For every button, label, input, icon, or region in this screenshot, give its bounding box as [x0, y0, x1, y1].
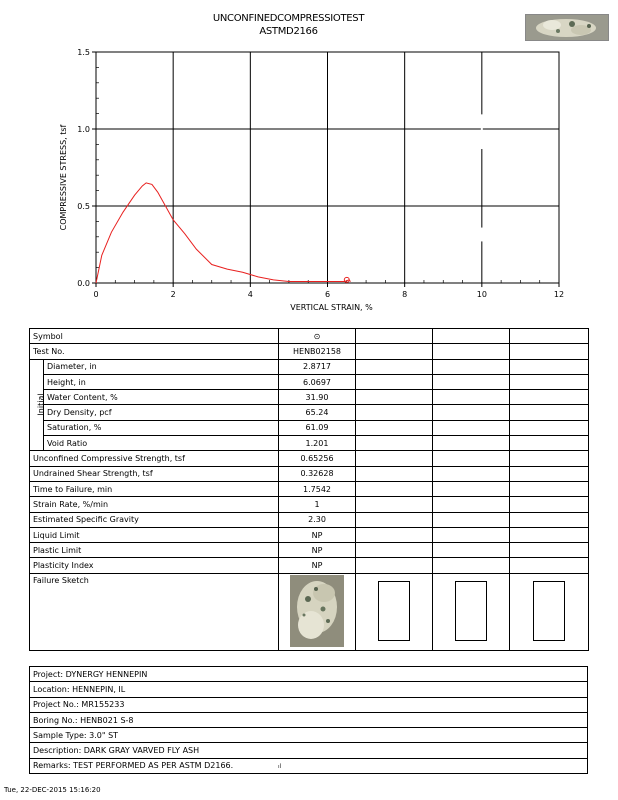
print-timestamp: Tue, 22-DEC-2015 15:16:20: [4, 786, 101, 794]
empty-cell: [433, 451, 510, 466]
x-tick-label: 10: [476, 290, 487, 299]
empty-cell: [433, 436, 510, 451]
empty-cell: [433, 466, 510, 481]
empty-cell: [433, 481, 510, 496]
x-tick-label: 8: [402, 290, 408, 299]
project-location: Location: HENNEPIN, IL: [30, 682, 588, 697]
initial-group-label: Initial: [30, 359, 44, 451]
y-axis-label: COMPRESSIVE STRESS, tsf: [59, 124, 68, 231]
table-row: [30, 436, 589, 451]
table-row: [30, 512, 589, 527]
empty-cell: [510, 558, 589, 573]
empty-cell: [510, 497, 589, 512]
empty-cell: [510, 481, 589, 496]
empty-cell: [356, 527, 433, 542]
empty-cell: [433, 543, 510, 558]
x-tick-label: 6: [324, 290, 331, 299]
empty-cell: [356, 359, 433, 374]
sketch-cell: [510, 573, 589, 650]
empty-cell: [356, 390, 433, 405]
table-row: [30, 405, 589, 420]
symbol-value: ⊙: [279, 329, 356, 344]
table-row: [30, 743, 588, 758]
empty-cell: [510, 405, 589, 420]
row-label: Liquid Limit: [30, 527, 279, 542]
empty-cell: [433, 374, 510, 389]
row-label: Undrained Shear Strength, tsf: [30, 466, 279, 481]
row-label: Unconfined Compressive Strength, tsf: [30, 451, 279, 466]
empty-cell: [510, 512, 589, 527]
x-tick-label: 4: [247, 290, 253, 299]
series-line-stress-strain: [96, 183, 351, 283]
axis-ticks: [77, 48, 564, 299]
row-label: Saturation, %: [44, 420, 279, 435]
empty-cell: [510, 451, 589, 466]
empty-cell: [356, 543, 433, 558]
remarks-cell: [30, 758, 588, 773]
empty-cell: [433, 344, 510, 359]
row-label: Plasticity Index: [30, 558, 279, 573]
row-label: Estimated Specific Gravity: [30, 512, 279, 527]
empty-cell: [433, 512, 510, 527]
row-value: NP: [279, 527, 356, 542]
empty-cell: [510, 420, 589, 435]
row-label: Test No.: [30, 344, 279, 359]
sketch-cell: [356, 573, 433, 650]
empty-cell: [356, 405, 433, 420]
row-value: 1.7542: [279, 481, 356, 496]
table-row: [30, 558, 589, 573]
table-row: [30, 329, 589, 344]
table-row: [30, 344, 589, 359]
project-info-table: [29, 666, 588, 774]
empty-cell: [510, 359, 589, 374]
test-no-value: HENB02158: [279, 344, 356, 359]
sample-type: Sample Type: 3.0" ST: [30, 728, 588, 743]
row-value: 0.32628: [279, 466, 356, 481]
sample-photo-icon: [526, 15, 608, 40]
table-row: [30, 543, 589, 558]
empty-cell: [356, 420, 433, 435]
failure-sketch-box: [533, 581, 565, 641]
table-row: [30, 374, 589, 389]
empty-cell: [433, 558, 510, 573]
row-value: 1.201: [279, 436, 356, 451]
empty-cell: [356, 497, 433, 512]
empty-cell: [356, 329, 433, 344]
photo-thumbnail[interactable]: [525, 14, 609, 41]
row-label: Failure Sketch: [30, 573, 279, 650]
table-row: [30, 390, 589, 405]
project-name: Project: DYNERGY HENNEPIN: [30, 667, 588, 682]
table-row: [30, 758, 588, 773]
remarks-mark: ıİ: [278, 764, 282, 771]
row-value: 65.24: [279, 405, 356, 420]
row-label: Time to Failure, min: [30, 481, 279, 496]
empty-cell: [356, 374, 433, 389]
row-label: Strain Rate, %/min: [30, 497, 279, 512]
row-label: Void Ratio: [44, 436, 279, 451]
empty-cell: [356, 512, 433, 527]
table-row: [30, 420, 589, 435]
empty-cell: [510, 374, 589, 389]
row-label: Plastic Limit: [30, 543, 279, 558]
empty-cell: [356, 558, 433, 573]
empty-cell: [356, 344, 433, 359]
empty-cell: [510, 390, 589, 405]
row-value: NP: [279, 543, 356, 558]
empty-cell: [356, 451, 433, 466]
row-value: 1: [279, 497, 356, 512]
row-value: 2.8717: [279, 359, 356, 374]
empty-cell: [433, 405, 510, 420]
empty-cell: [433, 359, 510, 374]
row-value: 6.0697: [279, 374, 356, 389]
row-label: Symbol: [30, 329, 279, 344]
empty-cell: [510, 543, 589, 558]
x-tick-label: 0: [93, 290, 99, 299]
empty-cell: [356, 436, 433, 451]
table-row: [30, 682, 588, 697]
y-tick-label: 0.0: [77, 279, 90, 288]
table-row-failure-sketch: [30, 573, 589, 650]
chart-grid: [96, 52, 559, 283]
sketch-cell: [433, 573, 510, 650]
remarks-text: Remarks: TEST PERFORMED AS PER ASTM D2166.: [33, 761, 234, 771]
empty-cell: [433, 390, 510, 405]
empty-cell: [510, 436, 589, 451]
sample-description: Description: DARK GRAY VARVED FLY ASH: [30, 743, 588, 758]
table-row: [30, 466, 589, 481]
row-value: 31.90: [279, 390, 356, 405]
x-tick-label: 2: [170, 290, 176, 299]
empty-cell: [356, 481, 433, 496]
report-title: UNCONFINEDCOMPRESSIOTEST: [212, 13, 365, 24]
table-row: [30, 697, 588, 712]
failure-sketch-box: [455, 581, 487, 641]
table-row: [30, 481, 589, 496]
failure-photo-icon[interactable]: [290, 575, 344, 647]
row-value: 61.09: [279, 420, 356, 435]
table-row: [30, 527, 589, 542]
y-tick-label: 1.0: [77, 125, 90, 134]
table-row: [30, 712, 588, 727]
empty-cell: [433, 527, 510, 542]
empty-cell: [433, 497, 510, 512]
y-tick-label: 1.5: [77, 48, 90, 57]
failure-photo-cell: [279, 573, 356, 650]
table-row: [30, 451, 589, 466]
empty-cell: [433, 420, 510, 435]
empty-cell: [510, 466, 589, 481]
row-value: 0.65256: [279, 451, 356, 466]
row-value: NP: [279, 558, 356, 573]
row-label: Dry Density, pcf: [44, 405, 279, 420]
empty-cell: [510, 527, 589, 542]
empty-cell: [510, 344, 589, 359]
report-standard: ASTMD2166: [259, 26, 318, 37]
x-tick-label: 12: [553, 290, 565, 299]
boring-number: Boring No.: HENB021 S-8: [30, 712, 588, 727]
stress-strain-chart: [0, 40, 618, 318]
report-header: [0, 12, 577, 38]
row-value: 2.30: [279, 512, 356, 527]
table-row: [30, 728, 588, 743]
test-properties-table: [29, 328, 589, 651]
table-row: [30, 667, 588, 682]
table-row: [30, 359, 589, 374]
table-row: [30, 497, 589, 512]
x-axis-label: VERTICAL STRAIN, %: [290, 303, 373, 312]
row-label: Height, in: [44, 374, 279, 389]
project-number: Project No.: MR155233: [30, 697, 588, 712]
row-label: Diameter, in: [44, 359, 279, 374]
empty-cell: [433, 329, 510, 344]
row-label: Water Content, %: [44, 390, 279, 405]
empty-cell: [510, 329, 589, 344]
empty-cell: [356, 466, 433, 481]
failure-sketch-box: [378, 581, 410, 641]
y-tick-label: 0.5: [77, 202, 90, 211]
